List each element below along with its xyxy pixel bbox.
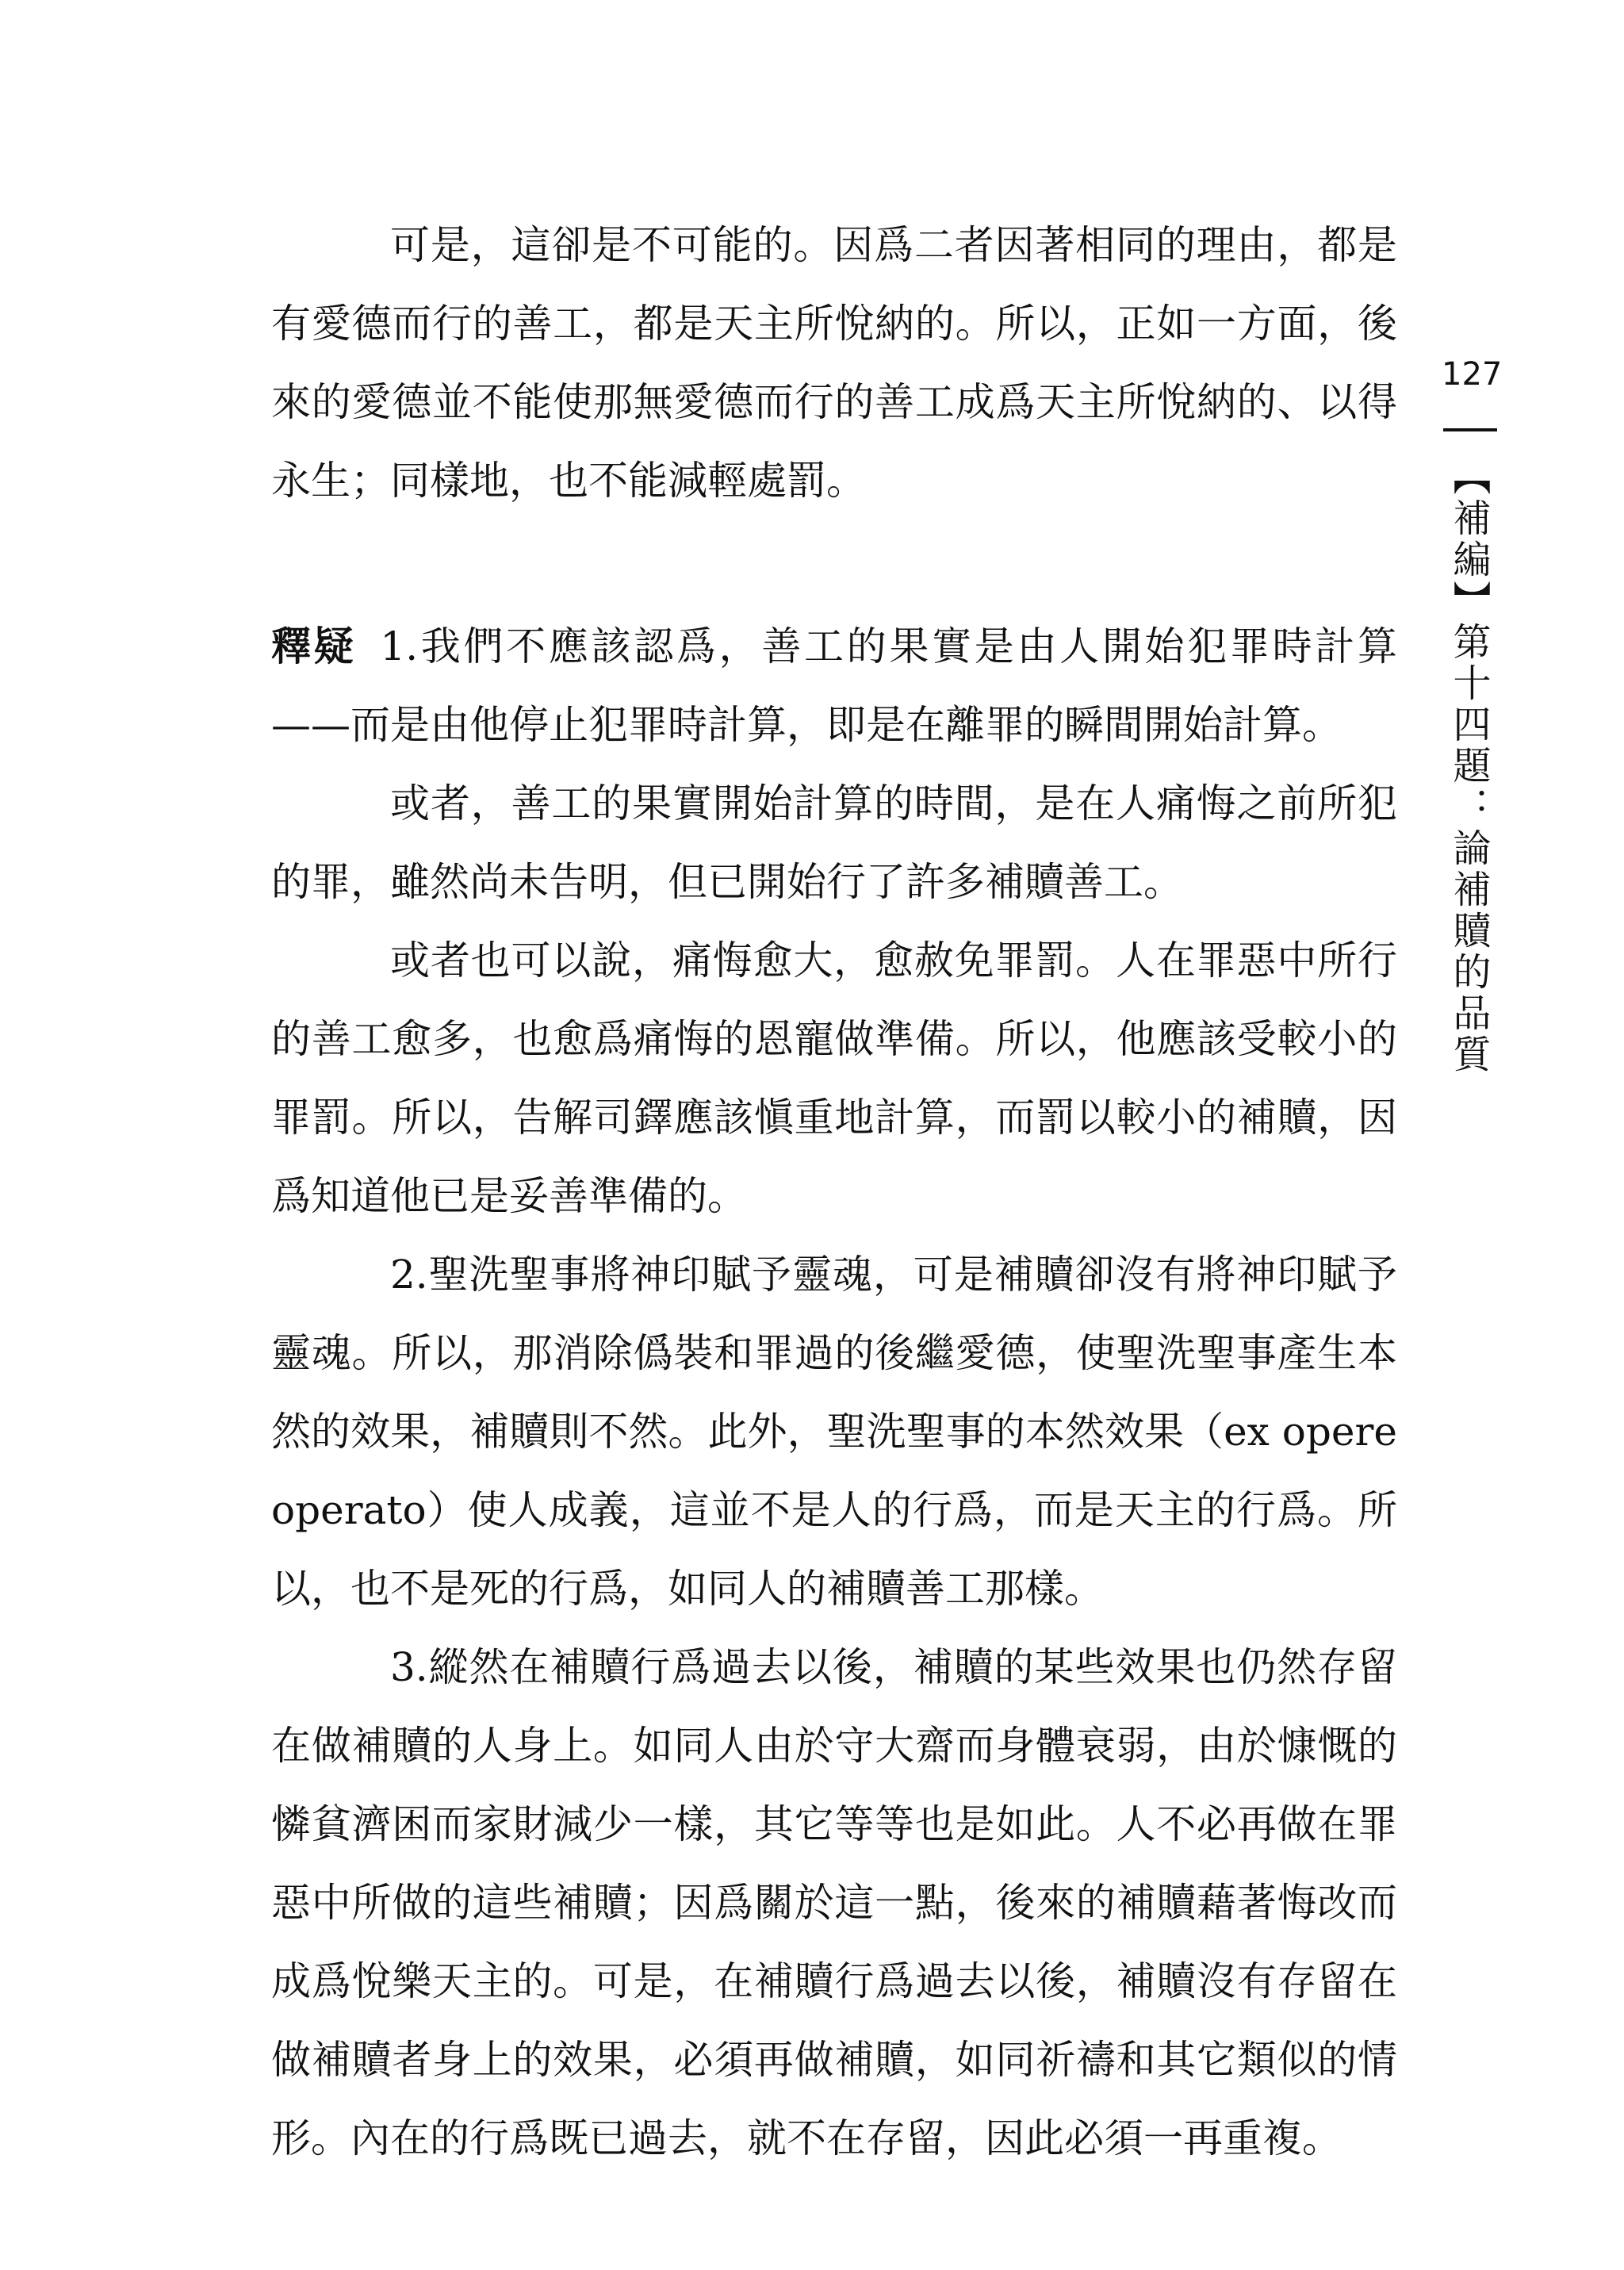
paragraph-5-text: 2.聖洗聖事將神印賦予靈魂，可是補贖卻沒有將神印賦予靈魂。所以，那消除僞裝和罪過的後繼愛德，使聖洗聖事產生本然的效果，補贖則不然。此外，聖洗聖事的本然效果（ex opere operato）使人成義，這並不是人的行爲，而是天主的行爲。所以，也不是死的行爲，如同人的補贖善工那樣。 xyxy=(271,1252,1397,1612)
paragraph-1-text: 可是，這卻是不可能的。因爲二者因著相同的理由，都是有愛德而行的善工，都是天主所悅納的。所以，正如一方面，後來的愛德並不能使那無愛德而行的善工成爲天主所悅納的、以得永生；同樣地，也不能減輕處罰。 xyxy=(271,222,1397,504)
paragraph-6 xyxy=(271,1628,1397,2178)
reply-label: 釋疑 xyxy=(271,623,357,669)
paragraph-reply xyxy=(271,608,1397,765)
paragraph-3-text: 或者，善工的果實開始計算的時間，是在人痛悔之前所犯的罪，雖然尚未告明，但已開始行了許多補贖善工。 xyxy=(271,780,1397,905)
paragraph-reply-text: 1.我們不應該認爲，善工的果實是由人開始犯罪時計算——而是由他停止犯罪時計算，即是在離罪的瞬間開始計算。 xyxy=(271,623,1397,748)
page-number: 127 xyxy=(1442,356,1503,393)
paragraph-3 xyxy=(271,765,1397,922)
paragraph-1 xyxy=(271,206,1397,520)
main-text xyxy=(271,206,1397,2178)
paragraph-4-text: 或者也可以說，痛悔愈大，愈赦免罪罰。人在罪惡中所行的善工愈多，也愈爲痛悔的恩寵做準備。所以，他應該受較小的罪罰。所以，告解司鐸應該愼重地計算，而罰以較小的補贖，因爲知道他已是妥善準備的。 xyxy=(271,938,1397,1219)
paragraph-4 xyxy=(271,922,1397,1236)
paragraph-6-text: 3.縱然在補贖行爲過去以後，補贖的某些效果也仍然存留在做補贖的人身上。如同人由於守大齋而身體衰弱，由於慷慨的憐貧濟困而家財減少一樣，其它等等也是如此。人不必再做在罪惡中所做的這些補贖；因爲關於這一點，後來的補贖藉著悔改而成爲悅樂天主的。可是，在補贖行爲過去以後，補贖沒有存留在做補贖者身上的效果，必須再做補贖，如同祈禱和其它類似的情形。內在的行爲既已過去，就不在存留，因此必須一再重複。 xyxy=(271,1644,1397,2161)
running-head: 【補編】第十四題：論補贖的品質 xyxy=(1446,457,1491,1076)
paragraph-5 xyxy=(271,1236,1397,1628)
margin-rule xyxy=(1443,428,1497,431)
